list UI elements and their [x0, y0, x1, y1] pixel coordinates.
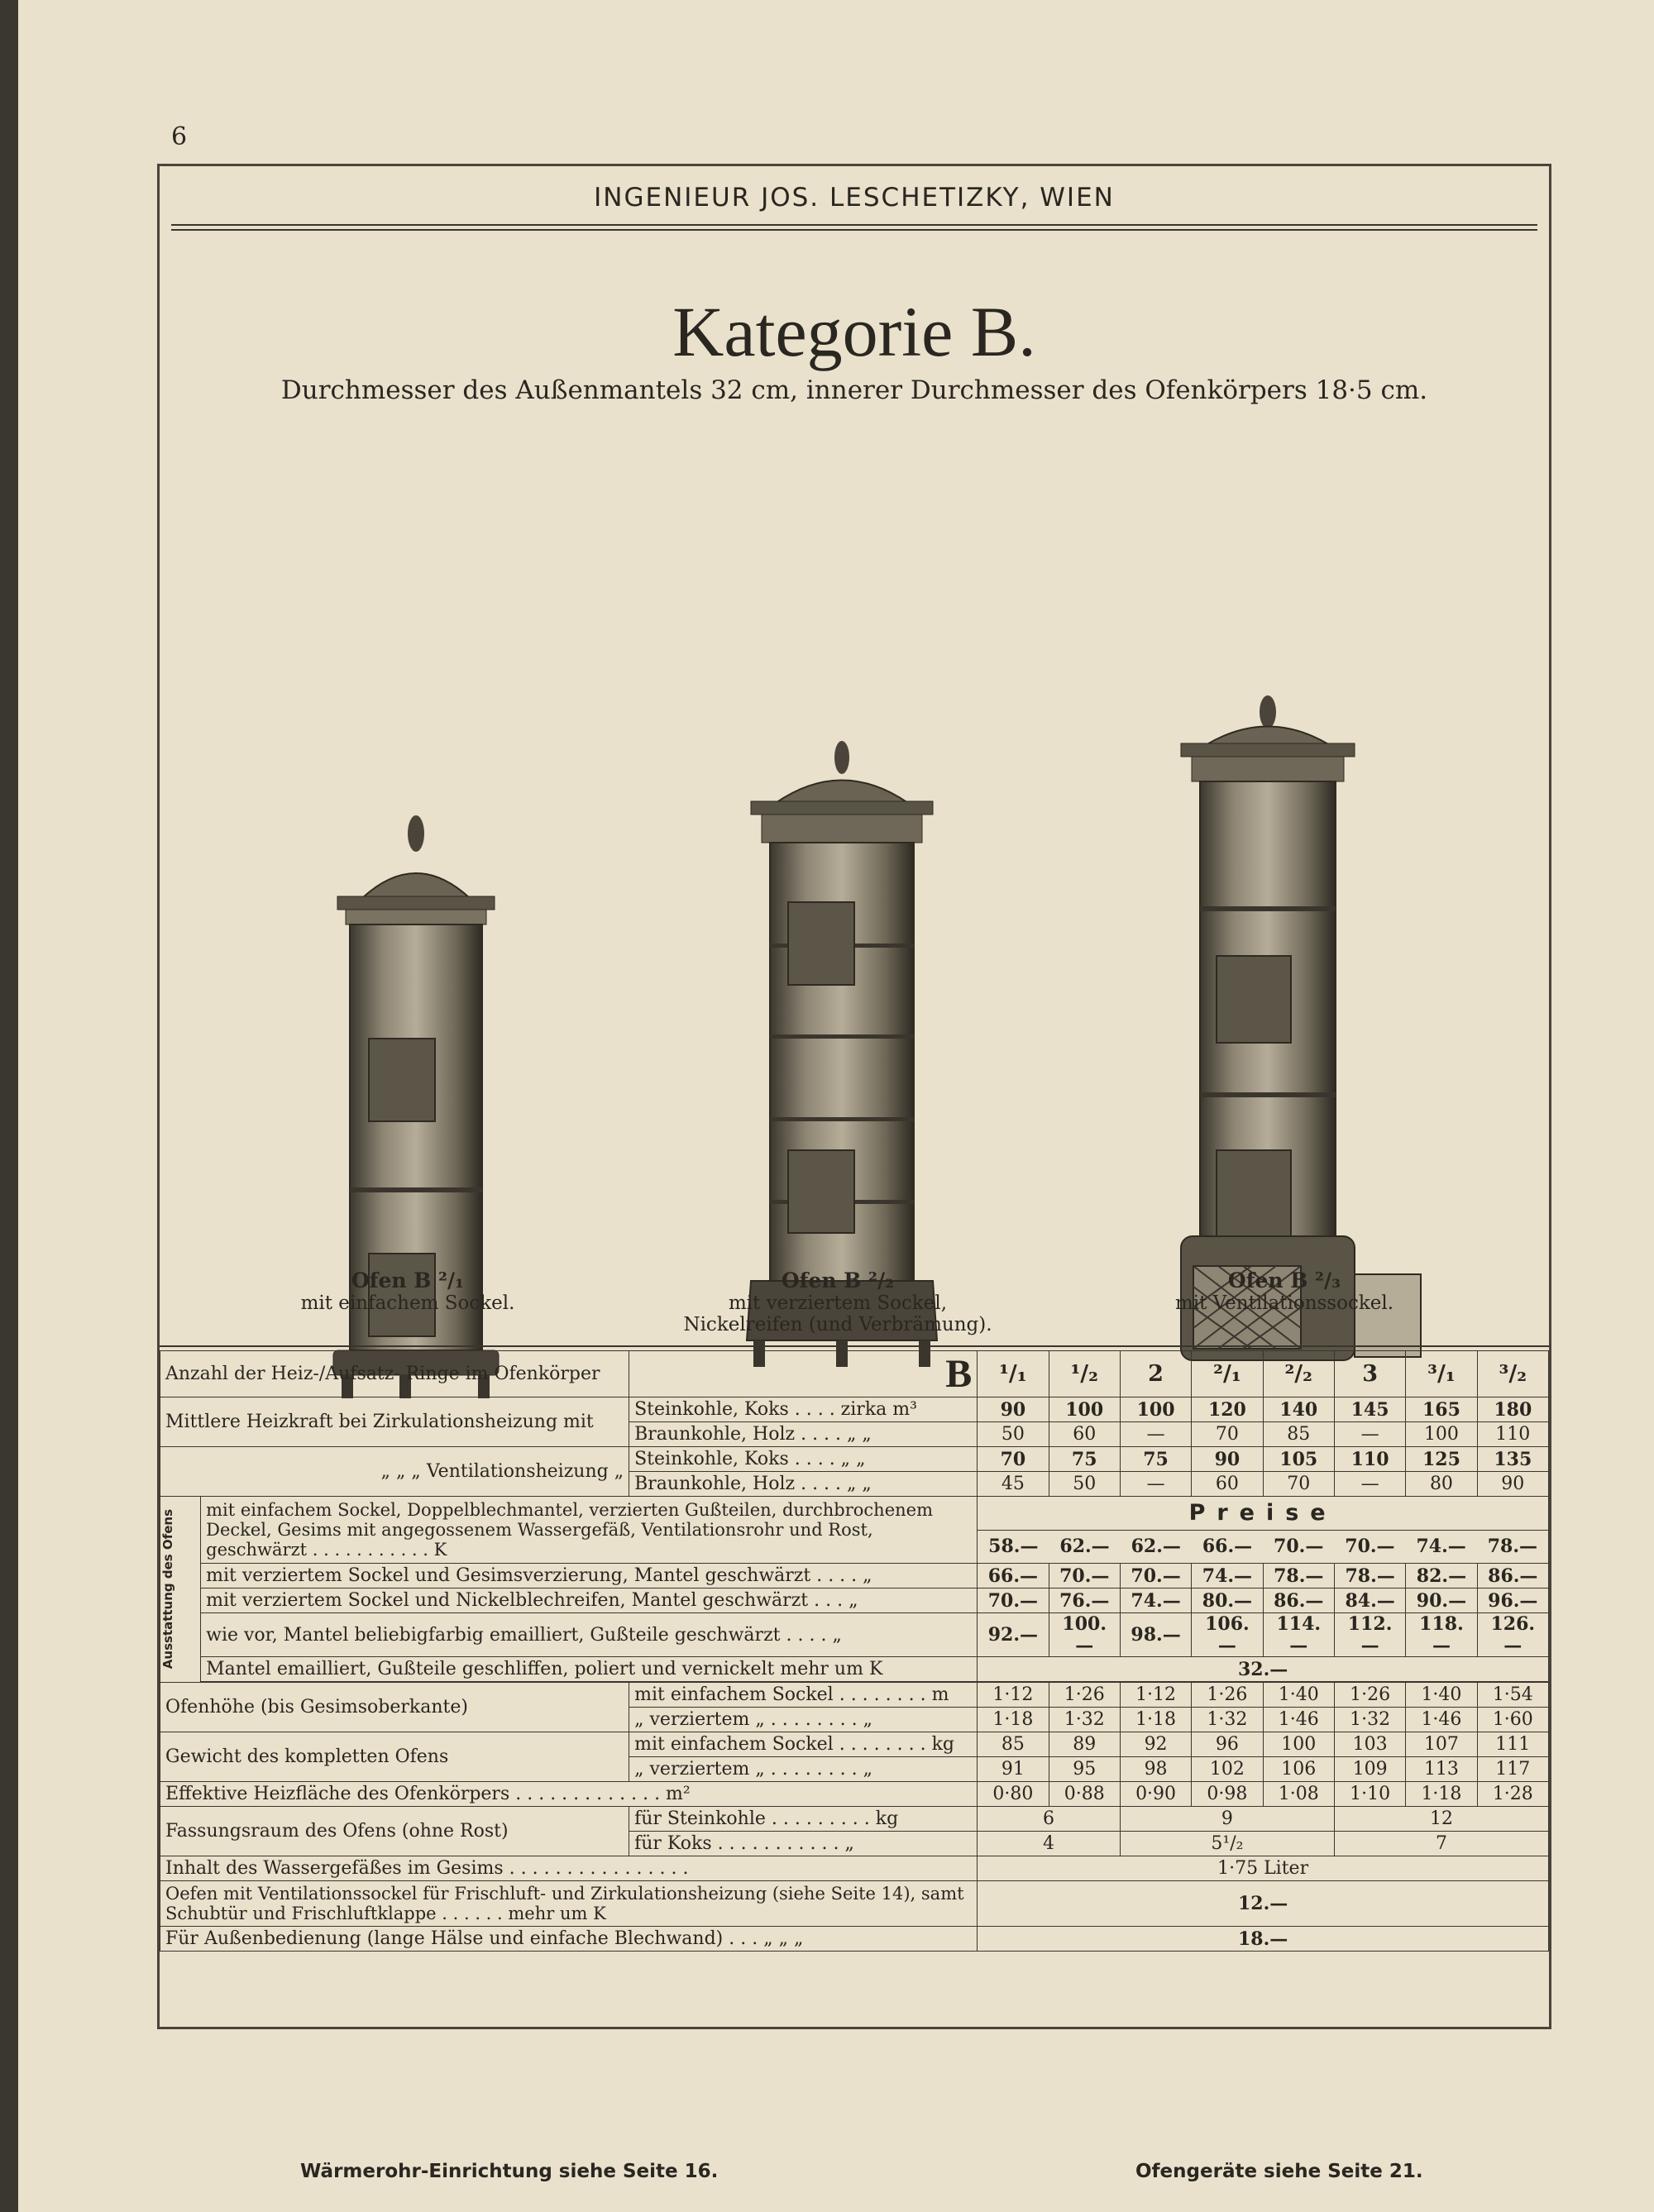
- table-cell: 85: [978, 1732, 1049, 1757]
- hoehe-sub: mit einfachem Sockel . . . . . . . . m: [629, 1683, 978, 1708]
- table-cell: 111: [1477, 1732, 1548, 1757]
- price-label: mit einfachem Sockel, Doppelblechmantel, verzierten Gußteilen, durchbrochenem Deckel, Gesims mit angegossenem Wassergefäß, Ventilationsrohr und Rost, geschwärzt . . . . . . . . . . . K: [201, 1497, 978, 1564]
- table-cell: 105: [1263, 1447, 1334, 1472]
- table-cell: 103: [1334, 1732, 1405, 1757]
- header-rule: [171, 224, 1537, 226]
- specification-table: [160, 1350, 1549, 1952]
- table-cell: 110: [1334, 1447, 1405, 1472]
- stove-caption-2: [672, 1270, 1003, 1335]
- col-header: 2: [1120, 1351, 1191, 1397]
- table-cell: 80: [1406, 1472, 1477, 1497]
- table-cell: 66.—: [978, 1564, 1049, 1589]
- table-cell: 0·88: [1049, 1782, 1120, 1807]
- table-cell: 100: [1049, 1397, 1120, 1422]
- rings-header-row: [160, 1351, 1549, 1397]
- table-cell: 180: [1477, 1397, 1548, 1422]
- table-cell: 96: [1192, 1732, 1263, 1757]
- table-cell: 90: [1192, 1447, 1263, 1472]
- table-cell: 92: [1120, 1732, 1191, 1757]
- table-cell: 60: [1192, 1472, 1263, 1497]
- table-cell: —: [1120, 1472, 1191, 1497]
- table-cell: 0·90: [1120, 1782, 1191, 1807]
- table-cell: 50: [978, 1422, 1049, 1447]
- table-cell: 1·18: [1406, 1782, 1477, 1807]
- aussen-label: Für Außenbedienung (lange Hälse und einfache Blechwand) . . . „ „ „: [160, 1927, 978, 1952]
- table-cell: 1·32: [1192, 1708, 1263, 1732]
- stove-name-1: Ofen B ²/₁: [351, 1268, 465, 1292]
- table-cell: 114.—: [1263, 1613, 1334, 1657]
- table-cell: 125: [1406, 1447, 1477, 1472]
- table-cell: 85: [1263, 1422, 1334, 1447]
- table-cell: 70: [1263, 1472, 1334, 1497]
- table-cell: 58.—: [988, 1536, 1039, 1557]
- table-cell: 102: [1192, 1757, 1263, 1782]
- table-cell: 78.—: [1334, 1564, 1405, 1589]
- table-cell: 70.—: [1345, 1536, 1395, 1557]
- price-label: wie vor, Mantel beliebigfarbig emailliert, Gußteile geschwärzt . . . . „: [201, 1613, 978, 1657]
- table-cell: 1·32: [1334, 1708, 1405, 1732]
- price-row: [160, 1497, 1549, 1564]
- preise-label: Preise: [978, 1497, 1548, 1531]
- fassung-sub: für Steinkohle . . . . . . . . . kg: [629, 1807, 978, 1832]
- vent-label: Oefen mit Ventilationssockel für Frischluft- und Zirkulationsheizung (siehe Seite 14), samt Schubtür und Frischluftklappe . . . . . . mehr um K: [160, 1881, 978, 1927]
- price-label: mit verziertem Sockel und Nickelblechreifen, Mantel geschwärzt . . . „: [201, 1589, 978, 1613]
- table-cell: 1·46: [1406, 1708, 1477, 1732]
- table-cell: 100: [1120, 1397, 1191, 1422]
- emailliert-value: 32.—: [978, 1657, 1549, 1682]
- table-cell: 45: [978, 1472, 1049, 1497]
- heizkraft-row: [160, 1397, 1549, 1422]
- table-cell: 12: [1334, 1807, 1548, 1832]
- table-cell: 1·10: [1334, 1782, 1405, 1807]
- table-cell: 91: [978, 1757, 1049, 1782]
- table-cell: 86.—: [1477, 1564, 1548, 1589]
- aussen-row: [160, 1927, 1549, 1952]
- table-cell: 1·08: [1263, 1782, 1334, 1807]
- fassung-row: [160, 1807, 1549, 1832]
- table-cell: 7: [1334, 1832, 1548, 1856]
- table-cell: 78.—: [1263, 1564, 1334, 1589]
- table-cell: —: [1120, 1422, 1191, 1447]
- table-cell: 74.—: [1416, 1536, 1466, 1557]
- hoehe-sub: „ verziertem „ . . . . . . . . „: [629, 1708, 978, 1732]
- table-cell: 107: [1406, 1732, 1477, 1757]
- table-cell: 74.—: [1120, 1589, 1191, 1613]
- table-cell: 92.—: [978, 1613, 1049, 1657]
- table-cell: 5¹/₂: [1120, 1832, 1334, 1856]
- price-row: [160, 1564, 1549, 1589]
- table-cell: 0·80: [978, 1782, 1049, 1807]
- gewicht-label: Gewicht des kompletten Ofens: [160, 1732, 629, 1782]
- table-cell: 66.—: [1202, 1536, 1253, 1557]
- page-title: Kategorie B.: [672, 292, 1036, 371]
- page-frame: [157, 164, 1551, 2182]
- table-cell: 62.—: [1059, 1536, 1110, 1557]
- price-label: mit verziertem Sockel und Gesimsverzierung, Mantel geschwärzt . . . . „: [201, 1564, 978, 1589]
- table-cell: 145: [1334, 1397, 1405, 1422]
- table-cell: 50: [1049, 1472, 1120, 1497]
- side-label: Ausstattung des Ofens: [160, 1509, 175, 1670]
- table-cell: 1·60: [1477, 1708, 1548, 1732]
- gewicht-sub: „ verziertem „ . . . . . . . . „: [629, 1757, 978, 1782]
- table-cell: 100.—: [1049, 1613, 1120, 1657]
- heizkraft-label: Mittlere Heizkraft bei Zirkulationsheizung mit: [160, 1397, 629, 1447]
- table-cell: 165: [1406, 1397, 1477, 1422]
- table-cell: 80.—: [1192, 1589, 1263, 1613]
- fuel-label: Braunkohle, Holz . . . . „ „: [629, 1472, 978, 1497]
- table-cell: 1·12: [978, 1683, 1049, 1708]
- table-cell: 9: [1120, 1807, 1334, 1832]
- col-header: ³/₂: [1477, 1351, 1548, 1397]
- table-cell: 82.—: [1406, 1564, 1477, 1589]
- table-cell: 75: [1049, 1447, 1120, 1472]
- aussen-value: 18.—: [978, 1927, 1549, 1952]
- stove-name-2: Ofen B ²/₂: [781, 1268, 895, 1292]
- fuel-label: Braunkohle, Holz . . . . „ „: [629, 1422, 978, 1447]
- table-cell: 70.—: [1120, 1564, 1191, 1589]
- rings-label: Anzahl der Heiz-/Aufsatz- Ringe im Ofenkörper: [160, 1351, 629, 1397]
- col-header: ³/₁: [1406, 1351, 1477, 1397]
- col-header: ²/₁: [1192, 1351, 1263, 1397]
- hoehe-row: [160, 1683, 1549, 1708]
- stove-desc-1: mit einfachem Sockel.: [300, 1292, 515, 1314]
- table-cell: 1·26: [1049, 1683, 1120, 1708]
- table-cell: 6: [978, 1807, 1121, 1832]
- table-cell: 1·40: [1406, 1683, 1477, 1708]
- table-cell: 78.—: [1487, 1536, 1537, 1557]
- gewicht-sub: mit einfachem Sockel . . . . . . . . kg: [629, 1732, 978, 1757]
- table-cell: 90: [1477, 1472, 1548, 1497]
- table-cell: 1·28: [1477, 1782, 1548, 1807]
- stove-illustration-3: [1160, 522, 1425, 1365]
- table-cell: 98.—: [1120, 1613, 1191, 1657]
- table-cell: 1·32: [1049, 1708, 1120, 1732]
- category-letter: B: [629, 1351, 978, 1397]
- col-header: 3: [1334, 1351, 1405, 1397]
- side-label-cell: [160, 1497, 201, 1683]
- table-cell: 126.—: [1477, 1613, 1548, 1657]
- table-cell: 0·98: [1192, 1782, 1263, 1807]
- table-cell: 90.—: [1406, 1589, 1477, 1613]
- catalog-page: [18, 0, 1654, 2212]
- table-cell: 135: [1477, 1447, 1548, 1472]
- vent-value: 12.—: [978, 1881, 1549, 1927]
- table-cell: 1·46: [1263, 1708, 1334, 1732]
- table-cell: 118.—: [1406, 1613, 1477, 1657]
- header-rule-2: [171, 229, 1537, 231]
- hoehe-label: Ofenhöhe (bis Gesimsoberkante): [160, 1683, 629, 1732]
- table-cell: 60: [1049, 1422, 1120, 1447]
- stove-caption-3: [1119, 1270, 1450, 1314]
- table-cell: 70.—: [1274, 1536, 1324, 1557]
- table-cell: 106.—: [1192, 1613, 1263, 1657]
- table-cell: 1·18: [1120, 1708, 1191, 1732]
- table-cell: 75: [1120, 1447, 1191, 1472]
- stove-name-3: Ofen B ²/₃: [1227, 1268, 1341, 1292]
- emailliert-label: Mantel emailliert, Gußteile geschliffen, poliert und vernickelt mehr um K: [201, 1657, 978, 1682]
- table-cell: 1·40: [1263, 1683, 1334, 1708]
- table-cell: 90: [978, 1397, 1049, 1422]
- table-cell: 117: [1477, 1757, 1548, 1782]
- table-cell: 84.—: [1334, 1589, 1405, 1613]
- gewicht-row: [160, 1732, 1549, 1757]
- table-cell: 74.—: [1192, 1564, 1263, 1589]
- stove-caption-1: [267, 1270, 548, 1314]
- footer-right: Ofengeräte siehe Seite 21.: [1135, 2161, 1423, 2182]
- page-header: INGENIEUR JOS. LESCHETIZKY, WIEN: [594, 183, 1115, 213]
- table-cell: —: [1334, 1422, 1405, 1447]
- emailliert-row: [160, 1657, 1549, 1682]
- table-cell: 70.—: [978, 1589, 1049, 1613]
- table-cell: 98: [1120, 1757, 1191, 1782]
- table-cell: 1·26: [1192, 1683, 1263, 1708]
- table-cell: 1·26: [1334, 1683, 1405, 1708]
- table-cell: 76.—: [1049, 1589, 1120, 1613]
- table-cell: 100: [1263, 1732, 1334, 1757]
- table-cell: 1·12: [1120, 1683, 1191, 1708]
- fassung-label: Fassungsraum des Ofens (ohne Rost): [160, 1807, 629, 1856]
- table-cell: 95: [1049, 1757, 1120, 1782]
- table-cell: 70: [978, 1447, 1049, 1472]
- table-cell: 89: [1049, 1732, 1120, 1757]
- price-row: [160, 1589, 1549, 1613]
- table-cell: 113: [1406, 1757, 1477, 1782]
- price-values: [978, 1531, 1548, 1562]
- wasser-label: Inhalt des Wassergefäßes im Gesims . . . . . . . . . . . . . . . .: [160, 1856, 978, 1881]
- price-row: [160, 1613, 1549, 1657]
- table-cell: 112.—: [1334, 1613, 1405, 1657]
- stove-desc-2: mit verziertem Sockel, Nickelreifen (und Verbrämung).: [683, 1292, 992, 1335]
- table-cell: 1·54: [1477, 1683, 1548, 1708]
- fuel-label: Steinkohle, Koks . . . . zirka m³: [629, 1397, 978, 1422]
- table-cell: 109: [1334, 1757, 1405, 1782]
- heizflaeche-row: [160, 1782, 1549, 1807]
- col-header: ²/₂: [1263, 1351, 1334, 1397]
- vent-row: [160, 1881, 1549, 1927]
- table-cell: 100: [1406, 1422, 1477, 1447]
- table-cell: 4: [978, 1832, 1121, 1856]
- fuel-label: Steinkohle, Koks . . . . „ „: [629, 1447, 978, 1472]
- table-cell: 70: [1192, 1422, 1263, 1447]
- page-number: 6: [171, 122, 188, 151]
- col-header: ¹/₂: [1049, 1351, 1120, 1397]
- table-cell: 120: [1192, 1397, 1263, 1422]
- table-cell: 86.—: [1263, 1589, 1334, 1613]
- wasser-value: 1·75 Liter: [978, 1856, 1549, 1881]
- table-cell: 106: [1263, 1757, 1334, 1782]
- wasser-row: [160, 1856, 1549, 1881]
- heizflaeche-label: Effektive Heizfläche des Ofenkörpers . . . . . . . . . . . . . m²: [160, 1782, 978, 1807]
- ventilation-label: „ „ „ Ventilationsheizung „: [160, 1447, 629, 1497]
- table-cell: 62.—: [1131, 1536, 1181, 1557]
- price-cell-group: [978, 1497, 1549, 1564]
- heizkraft-row: [160, 1447, 1549, 1472]
- page-subtitle: Durchmesser des Außenmantels 32 cm, innerer Durchmesser des Ofenkörpers 18·5 cm.: [280, 375, 1428, 405]
- col-header: ¹/₁: [978, 1351, 1049, 1397]
- table-cell: 110: [1477, 1422, 1548, 1447]
- table-cell: 70.—: [1049, 1564, 1120, 1589]
- table-cell: 140: [1263, 1397, 1334, 1422]
- table-cell: —: [1334, 1472, 1405, 1497]
- fassung-sub: für Koks . . . . . . . . . . . „: [629, 1832, 978, 1856]
- table-cell: 1·18: [978, 1708, 1049, 1732]
- footer-left: Wärmerohr-Einrichtung siehe Seite 16.: [300, 2161, 719, 2182]
- table-cell: 96.—: [1477, 1589, 1548, 1613]
- stove-desc-3: mit Ventilationssockel.: [1174, 1292, 1394, 1314]
- table-top-rule: [160, 1345, 1549, 1347]
